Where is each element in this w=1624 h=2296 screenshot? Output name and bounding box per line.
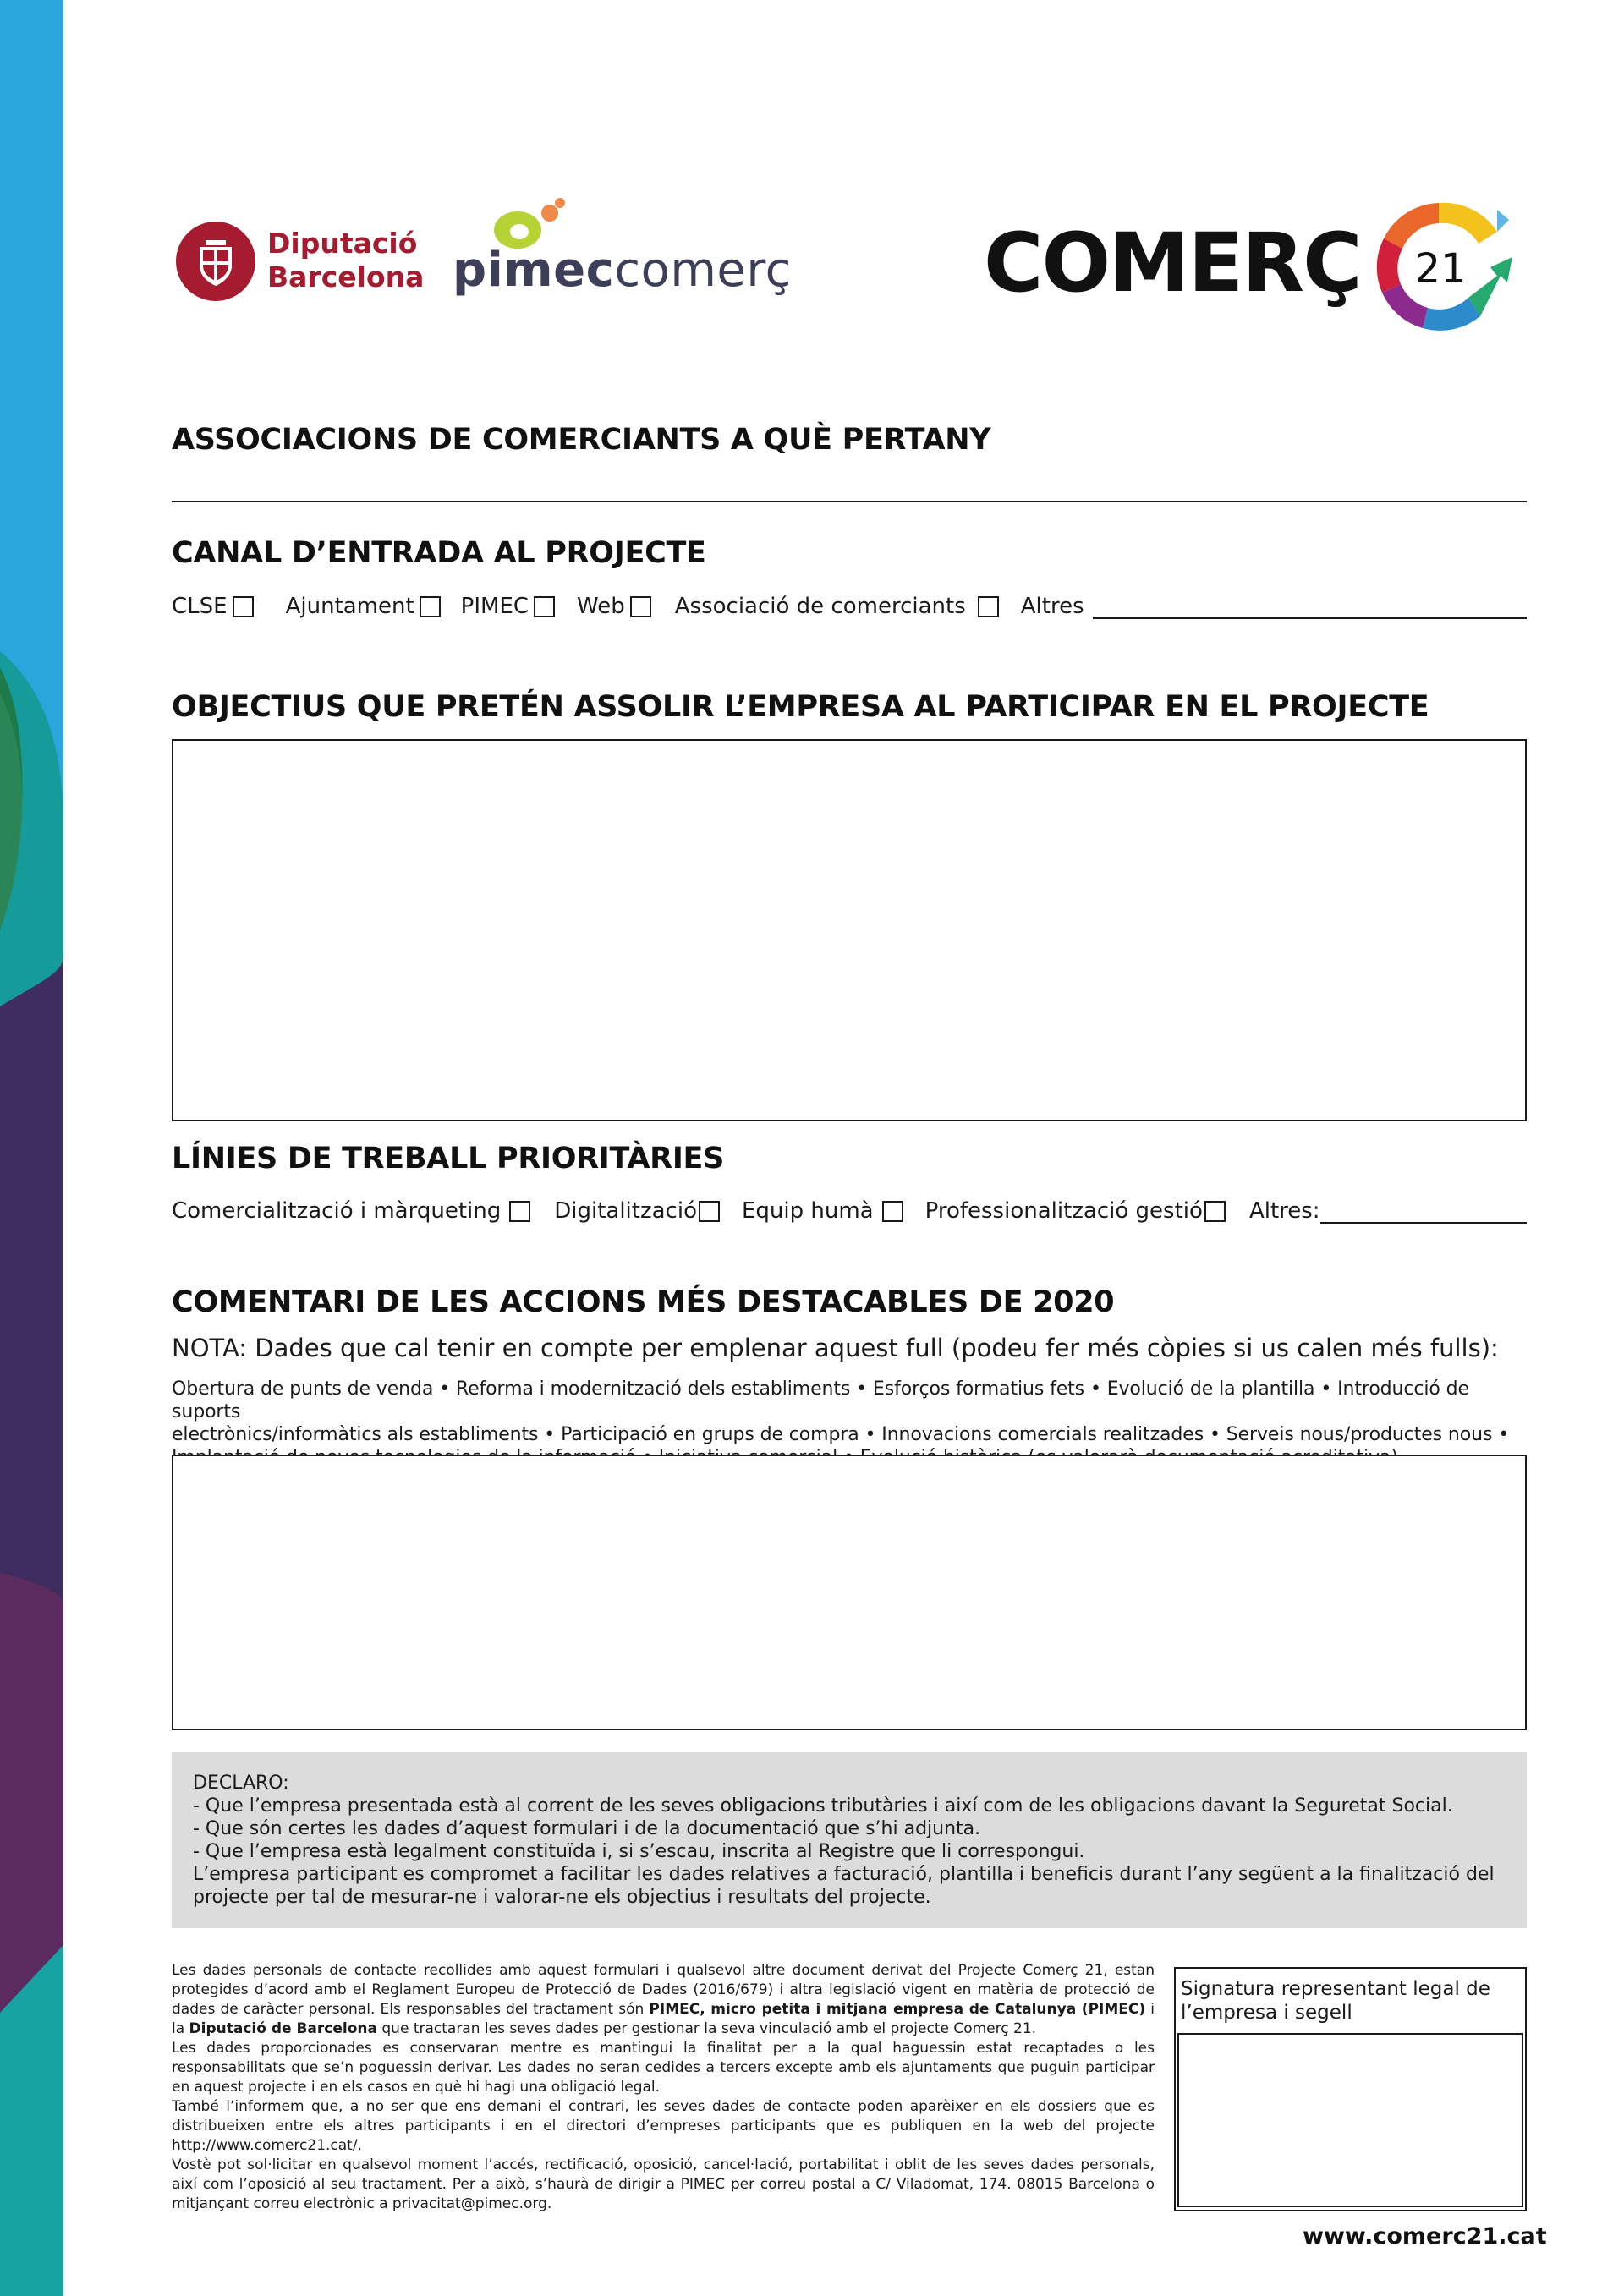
diputacio-seal-icon — [176, 222, 255, 301]
canal-option-label: PIMEC — [460, 594, 529, 619]
canal-altres-input-line[interactable] — [1093, 594, 1527, 619]
checkbox-web[interactable] — [630, 596, 651, 617]
checkbox-pimec[interactable] — [534, 596, 555, 617]
comerc-word-light: comerç — [614, 243, 792, 298]
checkbox-associacio[interactable] — [978, 596, 999, 617]
checkbox-digitalitzacio[interactable] — [699, 1201, 720, 1222]
diputacio-logo-text — [267, 227, 424, 294]
linies-option-label: Comercialització i màrqueting — [172, 1198, 502, 1224]
canal-option-pimec — [461, 592, 555, 621]
linies-title: LÍNIES DE TREBALL PRIORITÀRIES — [172, 1142, 725, 1175]
canal-option-ajuntament — [286, 592, 441, 621]
legal-privacy-text — [172, 1961, 1155, 2214]
signature-area[interactable] — [1177, 2033, 1523, 2207]
objectius-title: OBJECTIUS QUE PRETÉN ASSOLIR L’EMPRESA AL PARTICIPAR EN EL PROJECTE — [172, 690, 1429, 724]
declaro-line: - Que l’empresa està legalment constituïda i, si s’escau, inscrita al Registre que li correspongui. — [193, 1841, 1085, 1862]
side-band-graphic — [0, 0, 63, 2296]
checkbox-equip-huma[interactable] — [882, 1201, 903, 1222]
canal-option-label: CLSE — [172, 594, 228, 619]
canal-option-label: Associació de comerciants — [674, 594, 966, 619]
linies-option-altres — [1249, 1197, 1320, 1225]
comentari-title: COMENTARI DE LES ACCIONS MÉS DESTACABLES DE 2020 — [172, 1285, 1115, 1319]
diputacio-name: Diputació — [267, 227, 418, 260]
canal-option-web — [577, 592, 651, 621]
comerc21-emblem-icon — [1370, 198, 1514, 335]
declaro-line: - Que l’empresa presentada està al corrent de les seves obligacions tributàries i així com de les obligacions davant la Seguretat Social. — [193, 1795, 1453, 1817]
legal-paragraph: També l’informem que, a no ser que ens demani el contrari, les seves dades de contacte poden aparèixer en els dossiers que es distribueixen entre els altres participants i en el directori d’empreses participants que es publiquen en la web del projecte http://www.comerc21.cat/. — [172, 2098, 1155, 2154]
canal-option-associacio — [675, 592, 999, 621]
checkbox-clse[interactable] — [233, 596, 254, 617]
linies-altres-input-line[interactable] — [1320, 1198, 1527, 1224]
linies-options-row — [172, 1197, 1527, 1225]
declaro-title: DECLARO: — [193, 1773, 289, 1794]
legal-paragraph — [172, 1961, 1155, 2039]
legal-bold-diputacio: Diputació de Barcelona — [189, 2020, 377, 2037]
linies-option-comercialitzacio — [172, 1197, 530, 1225]
canal-option-label: Altres — [1020, 594, 1084, 619]
declaro-line: - Que són certes les dades d’aquest formulari i de la documentació que s’hi adjunta. — [193, 1818, 981, 1839]
objectius-textarea[interactable] — [172, 739, 1527, 1121]
pimec-word: pimec — [453, 243, 615, 298]
declaro-text — [193, 1772, 1512, 1909]
checkbox-comercialitzacio[interactable] — [509, 1201, 530, 1222]
linies-option-professionalitzacio — [925, 1197, 1226, 1225]
pimec-comerc-logo-text — [453, 245, 792, 296]
comentari-textarea[interactable] — [172, 1455, 1527, 1730]
declaro-line: L’empresa participant es compromet a facilitar les dades relatives a facturació, plantilla i beneficis durant l’any següent a la finalització del — [193, 1864, 1495, 1885]
linies-option-label: Equip humà — [741, 1198, 874, 1224]
checkbox-ajuntament[interactable] — [420, 596, 441, 617]
comerc21-logo-word: COMERÇ — [984, 216, 1361, 310]
declaro-line: projecte per tal de mesurar-ne i valorar-ne els objectius i resultats del projecte. — [193, 1887, 931, 1908]
canal-option-label: Web — [577, 594, 625, 619]
website-link[interactable]: www.comerc21.cat — [1303, 2223, 1547, 2249]
associacions-input-line[interactable] — [172, 501, 1527, 502]
description-line: electrònics/informàtics als establiments • Participació en grups de compra • Innovacions comercials realitzades • Serveis nous/productes nous • — [172, 1424, 1510, 1445]
description-line: Obertura de punts de venda • Reforma i modernització dels establiments • Esforços formatius fets • Evolució de la plantilla • Introducció de suports — [172, 1378, 1469, 1422]
legal-text-part: i la — [172, 2001, 1155, 2037]
legal-text-part: Les dades personals de contacte recollides amb aquest formulari i qualsevol altre document derivat del Projecte Comerç 21, estan protegides d’acord amb el Reglament Europeu de Protecció de Dades (2016/679) i altra legislació vigent en matèria de protecció de dades de caràcter personal. Els responsables del tractament són — [172, 1962, 1155, 2018]
legal-bold-pimec: PIMEC, micro petita i mitjana empresa de Catalunya (PIMEC) — [649, 2001, 1146, 2018]
linies-option-equip-huma — [742, 1197, 903, 1225]
legal-paragraph: Les dades proporcionades es conservaran mentre es mantingui la finalitat per a la qual haguessin estat recaptades o les responsabilitats que se’n poguessin derivar. Les dades no seran cedides a tercers excepte amb els ajuntaments que puguin participar en aquest projecte i en els casos en què hi hagi una obligació legal. — [172, 2040, 1155, 2096]
linies-option-label: Altres: — [1248, 1198, 1320, 1224]
checkbox-professionalitzacio[interactable] — [1204, 1201, 1226, 1222]
barcelona-name: Barcelona — [267, 260, 425, 293]
comentari-nota: NOTA: Dades que cal tenir en compte per emplenar aquest full (podeu fer més còpies si us calen més fulls): — [172, 1334, 1499, 1362]
side-decorative-band — [0, 0, 63, 2296]
canal-option-altres — [1021, 592, 1084, 621]
comerc21-number: 21 — [1414, 245, 1467, 293]
associacions-title: ASSOCIACIONS DE COMERCIANTS A QUÈ PERTANY — [172, 423, 991, 457]
canal-options-row — [172, 592, 1527, 621]
legal-paragraph: Vostè pot sol·licitar en qualsevol moment l’accés, rectificació, oposició, cancel·lació, portabilitat i oblit de les seves dades personals, així com l’oposició al seu tractament. Per a això, s’haurà de dirigir a PIMEC per correu postal a C/ Viladomat, 174. 08015 Barcelona o mitjançant correu electrònic a privacitat@pimec.org. — [172, 2156, 1155, 2212]
canal-option-clse — [172, 592, 254, 621]
signature-label: Signatura representant legal de l’empresa i segell — [1181, 1978, 1490, 2024]
linies-option-label: Digitalització — [554, 1198, 697, 1224]
legal-text-part: que tractaran les seves dades per gestionar la seva vinculació amb el projecte Comerç 21. — [376, 2020, 1037, 2037]
linies-option-digitalitzacio — [554, 1197, 720, 1225]
canal-title: CANAL D’ENTRADA AL PROJECTE — [172, 536, 706, 570]
canal-option-label: Ajuntament — [285, 594, 414, 619]
linies-option-label: Professionalització gestió — [924, 1198, 1203, 1224]
